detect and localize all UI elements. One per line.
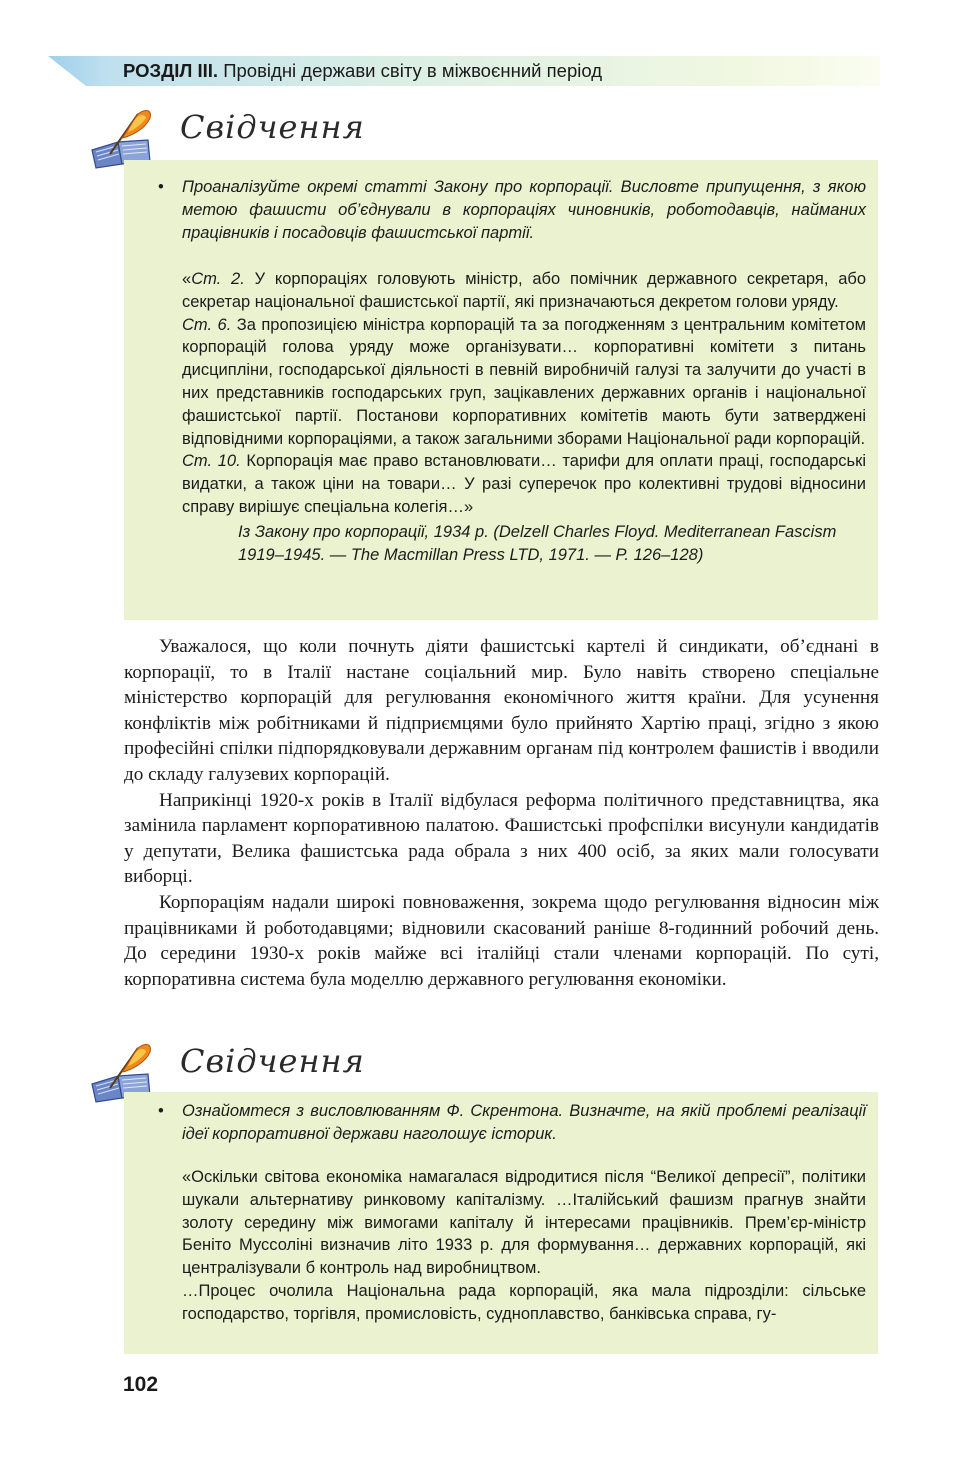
section-title: Провідні держави світу в міжвоєнний період <box>223 60 603 81</box>
assignment-text: Ознайомтеся з висловлюванням Ф. Скрентона. Визначте, на якій проблемі реалізації ідеї корпоративної держави наголошує історик. <box>182 1102 866 1143</box>
article-label: Ст. 6. <box>182 315 232 334</box>
article-2 <box>182 268 866 314</box>
assignment-text: Проаналізуйте окремі статті Закону про корпорації. Висловте припущення, з якою метою фашисти об’єднували в корпораціях чиновників, роботодавців, найманих працівників і посадовців фашистської партії. <box>182 178 866 242</box>
paragraph: Корпораціям надали широкі повноваження, зокрема щодо регулювання відносин між працівниками й роботодавцями; відновили скасований раніше 8-годинний робочий день. До середини 1930-х років майже всі італійці стали членами корпорацій. По суті, корпоративна система була моделлю державного регулювання економіки. <box>124 891 879 990</box>
historian-quote <box>182 1166 866 1326</box>
citation: Із Закону про корпорації, 1934 р. (Delzell Charles Floyd. Mediterranean Fascism 1919–1945. — The Macmillan Press LTD, 1971. — P. 126–128) <box>238 522 837 564</box>
source-title: Свідчення <box>180 108 365 146</box>
article-text: За пропозицією міністра корпорацій та за погодженням з центральним комітетом корпорацій голова уряду може організувати… корпоративні комітети з питань дисципліни, господарської діяльності в певній виробничій галузі та залучити до участі в них представників господарських груп, зацікавлених державних органів і національної фашистської партії. Постанови корпоративних комітетів мають бути затверджені відповідними корпораціями, а також загальними зборами Національної ради корпорацій. <box>182 315 866 448</box>
body-text <box>124 634 879 992</box>
page-number: 102 <box>123 1373 159 1396</box>
section-label: РОЗДІЛ ІІІ. <box>123 60 219 81</box>
assignment <box>158 176 866 245</box>
article-6 <box>182 314 866 451</box>
source-box <box>124 160 878 620</box>
paragraph: Наприкінці 1920-х років в Італії відбулася реформа політичного представництва, яка замінила парламент корпоративною палатою. Фашистські профспілки висунули кандидатів у депутати, Велика фашистська рада обрала з них 400 осіб, за яких мали голосувати виборці. <box>124 789 879 888</box>
law-quote <box>182 268 866 519</box>
article-10 <box>182 450 866 518</box>
source-box <box>124 1092 878 1354</box>
bullet-icon: • <box>158 1102 164 1120</box>
article-label: Ст. 10. <box>182 452 241 471</box>
paragraph: Уважалося, що коли почнуть діяти фашистські картелі й синдикати, об’єднані в корпорації, то в Італії настане соціальний мир. Було навіть створено спеціальне міністерство корпорацій для регулювання економічного життя країни. Для усунення конфліктів між робітниками й підприємцями було прийнято Хартію праці, згідно з якою професійні спілки підпорядковували державним органам під контролем фашистів і вводили до складу галузевих корпорацій. <box>124 636 879 785</box>
source-title: Свідчення <box>180 1042 365 1080</box>
bullet-icon: • <box>158 178 164 196</box>
article-label: Ст. 2. <box>191 270 245 288</box>
assignment <box>158 1100 866 1146</box>
quote-paragraph: «Оскільки світова економіка намагалася відродитися після “Великої депресії”, політики шукали альтернативу ринковому капіталізму. …Італійський фашизм прагнув знайти золоту середину між вимогами капіталу й інтересами працівників. Прем’єр-міністр Беніто Муссоліні визначив літо 1933 р. для формування… державних корпорацій, які централізували б контроль над виробництвом. <box>182 1168 866 1278</box>
running-header <box>123 60 602 82</box>
article-text: Корпорація має право встановлювати… тарифи для оплати праці, господарські видатки, а також ціни на товари… У разі суперечок про колективні трудові відносини справу вирішує спеціальна колегія…» <box>182 452 866 516</box>
quote-mark: « <box>182 270 192 288</box>
article-text: У корпораціях головують міністр, або помічник державного секретаря, або секретар національної фашистської партії, які призначаються декретом голови уряду. <box>182 270 866 311</box>
quote-paragraph: …Процес очолила Національна рада корпорацій, яка мала підрозділи: сільське господарство, торгівля, промисловість, судноплавство, банківська справа, гу- <box>182 1281 866 1323</box>
